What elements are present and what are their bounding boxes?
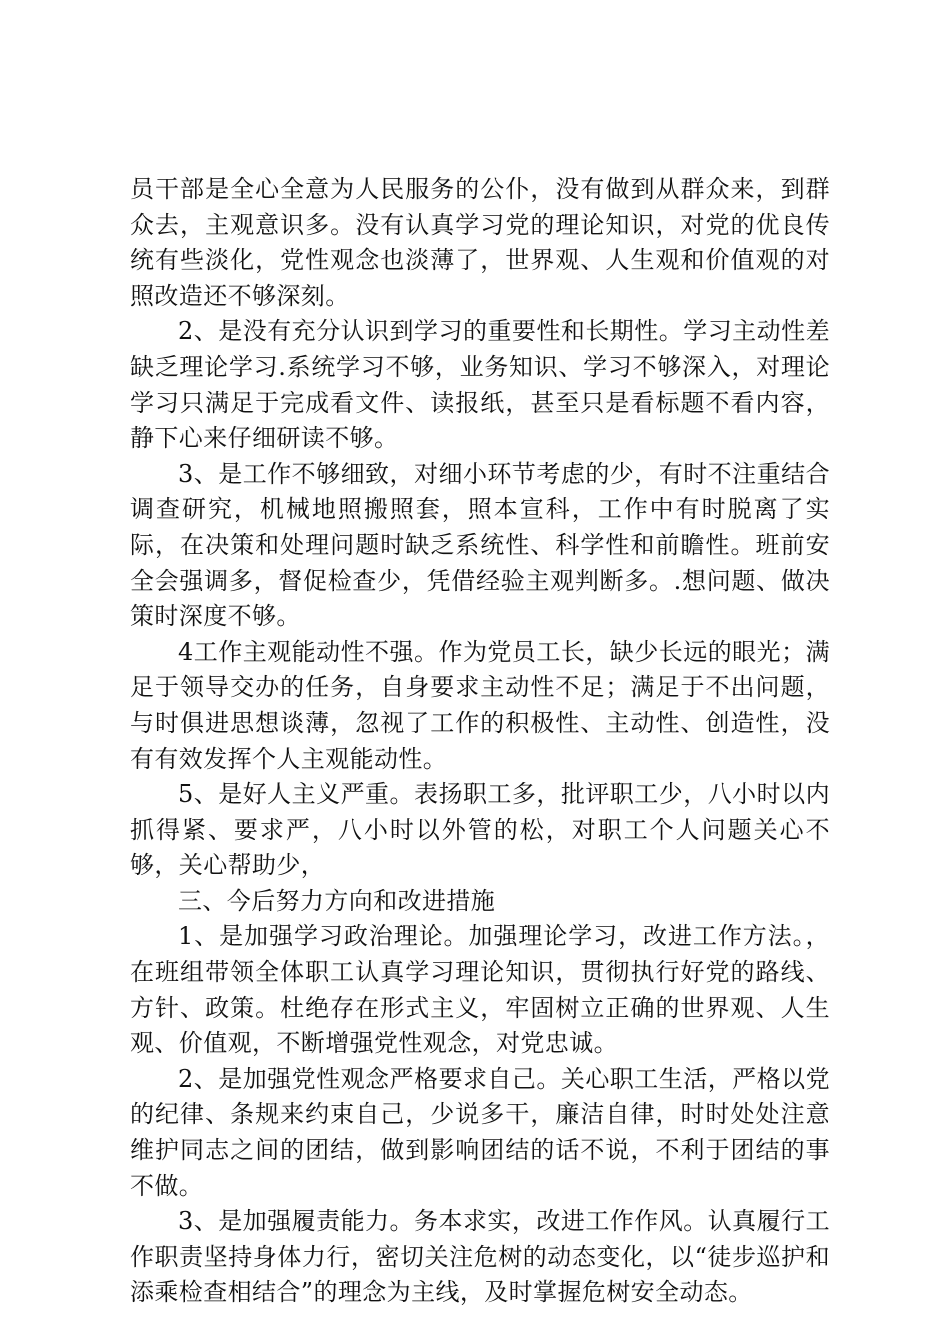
paragraph-measure-3: 3、是加强履责能力。务本求实，改进工作作风。认真履行工作职责坚持身体力行，密切关注危树的动态变化，以“徒步巡护和添乘检查相结合”的理念为主线，及时掌握危树安全动态。 [130, 1207, 830, 1307]
paragraph-measure-2: 2、是加强党性观念严格要求自己。关心职工生活，严格以党的纪律、条规来约束自己，少说多干，廉洁自律，时时处处注意维护同志之间的团结，做到影响团结的话不说，不利于团结的事不做。 [130, 1064, 830, 1200]
paragraph-continuation: 员干部是全心全意为人民服务的公仆，没有做到从群众来，到群众去，主观意识多。没有认真学习党的理论知识，对党的优良传统有些淡化，党性观念也淡薄了，世界观、人生观和价值观的对照改造还不够深刻。 [130, 175, 830, 310]
paragraph-item-5-niceguy: 5、是好人主义严重。表扬职工多，批评职工少，八小时以内抓得紧、要求严，八小时以外管的松，对职工个人问题关心不够，关心帮助少， [130, 780, 830, 880]
paragraph-item-4-initiative: 4工作主观能动性不强。作为党员工长，缺少长远的眼光；满足于领导交办的任务，自身要求主动性不足；满足于不出问题，与时俱进思想谈薄，忽视了工作的积极性、主动性、创造性，没有有效发挥个人主观能动性。 [130, 637, 830, 773]
paragraph-measure-1: 1、是加强学习政治理论。加强理论学习，改进工作方法。，在班组带领全体职工认真学习理论知识，贯彻执行好党的路线、方针、政策。杜绝存在形式主义，牢固树立正确的世界观、人生观、价值观，不断增强党性观念，对党忠诚。 [130, 922, 830, 1058]
section-heading-improvements: 三、今后努力方向和改进措施 [178, 886, 496, 915]
document-body [130, 172, 830, 1311]
paragraph-item-3-work: 3、是工作不够细致，对细小环节考虑的少，有时不注重结合调查研究，机械地照搬照套，照本宣科，工作中有时脱离了实际，在决策和处理问题时缺乏系统性、科学性和前瞻性。班前安全会强调多，督促检查少，凭借经验主观判断多。.想问题、做决策时深度不够。 [130, 459, 830, 631]
paragraph-item-2-study: 2、是没有充分认识到学习的重要性和长期性。学习主动性差缺乏理论学习.系统学习不够，业务知识、学习不够深入，对理论学习只满足于完成看文件、读报纸，甚至只是看标题不看内容，静下心来仔细研读不够。 [130, 317, 830, 453]
